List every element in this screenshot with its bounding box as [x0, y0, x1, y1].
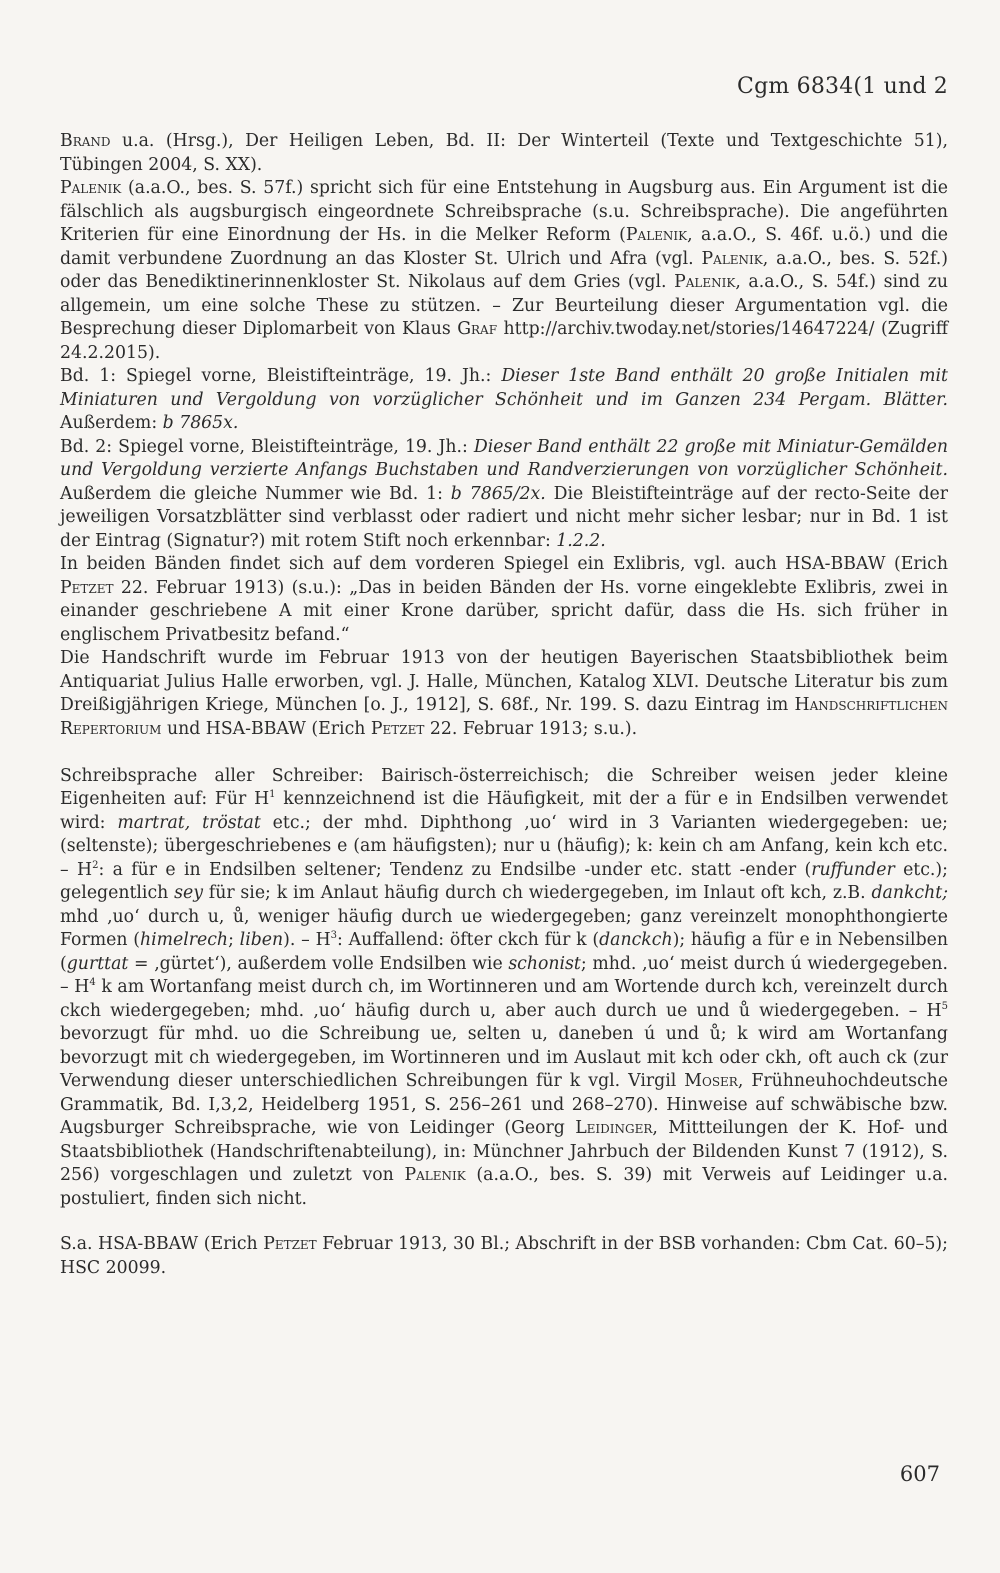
text-run: Die Bleistifteinträge auf der recto-Seite der jeweiligen Vorsatzblätter sind verblasst oder radiert und nicht mehr sicher lesbar; nur in Bd. 1 ist der Eintrag (Signatur?) mit rotem Stift noch erkennbar:	[60, 483, 948, 551]
author-name: Palenik	[674, 272, 736, 292]
text-run: , Mittteilungen der K. Hof- und Staatsbibliothek (Handschriftenabteilung), in: Münchner Jahrbuch der Bildenden Kunst 7 (1912), S. 256) vorgeschlagen und zuletzt von	[60, 1118, 948, 1185]
author-name: Graf	[457, 319, 498, 339]
text-run: 22. Februar 1913) (s.u.): „Das in beiden Bänden der Hs. vorne eingeklebte Exlibris, zwei in einander geschriebene A mit einer Krone darüber, spricht dafür, dass die Hs. sich früher in englischem Privatbesitz befand.“	[60, 577, 948, 645]
author-name: Brand	[60, 131, 111, 151]
quoted-text: sey	[174, 883, 203, 903]
scribe-hand-number: 5	[941, 1000, 948, 1012]
author-name: Handschriftlichen Repertorium	[60, 695, 948, 739]
text-run: , Frühneuhochdeutsche Grammatik, Bd. I,3,2, Heidelberg 1951, S. 256–261 und 268–270). Hinweise auf schwäbische bzw. Augsburger Schreibsprache, wie von Leidinger (Georg	[60, 1071, 948, 1138]
paragraph-exlibris	[60, 553, 948, 647]
quoted-text: dankcht;	[871, 883, 949, 903]
paragraph-brand-reference	[60, 130, 948, 177]
page-number: 607	[899, 1462, 940, 1486]
running-title: Cgm 6834(1 und 2	[737, 74, 948, 99]
scribe-hand-number: 4	[89, 977, 96, 989]
text-run: ;	[228, 930, 240, 950]
catalog-entry-body	[60, 130, 948, 1280]
text-run: kennzeichnend ist die Häufigkeit, mit der a für e in Endsilben verwendet wird:	[60, 789, 948, 833]
quoted-text: Dieser Band enthält 22 große mit Miniatur-Gemälden und Vergoldung verzierte Anfangs Buchstaben und Randverzierungen von vorzüglicher Schönheit.	[60, 436, 948, 480]
quoted-text: Dieser 1ste Band enthält 20 große Initialen mit Miniaturen und Vergoldung von vorzüglicher Schönheit und im Ganzen 234 Pergam. Blätter.	[60, 366, 948, 410]
quoted-text: b 7865/2x.	[450, 483, 546, 504]
quoted-text: himelrech	[139, 930, 229, 950]
quoted-text: ruffunder	[811, 859, 895, 880]
paragraph-palenik-argument	[60, 177, 948, 365]
text-run: ; mhd. ‚uo‘ meist durch ú wiedergegeben. – H	[60, 953, 948, 997]
quoted-text: schonist	[508, 953, 581, 974]
text-run: etc.; der mhd. Diphthong ‚uo‘ wird in 3 Varianten wiedergegeben: ue; (seltenste); übergeschriebenes e (am häufigsten); nur u (häufig); k: kein ch am Anfang, kein kch etc. – H	[60, 812, 948, 880]
quoted-text: danckch	[599, 930, 673, 950]
paragraph-volume-1-notes	[60, 365, 948, 436]
author-name: Moser	[684, 1071, 738, 1091]
scribe-hand-number: 3	[330, 930, 338, 942]
text-run: Außerdem die gleiche Nummer wie Bd. 1:	[60, 483, 451, 504]
author-name: Petzet	[263, 1234, 317, 1254]
text-run: etc.); gelegentlich	[60, 859, 948, 903]
author-name: Palenik	[60, 178, 122, 198]
text-run: und HSA-BBAW (Erich	[161, 718, 371, 739]
text-run: Februar 1913, 30 Bl.; Abschrift in der BSB vorhanden: Cbm Cat. 60–5); HSC 20099.	[60, 1234, 948, 1278]
author-name: Petzet	[370, 718, 425, 739]
paragraph-acquisition	[60, 647, 948, 741]
author-name: Palenik	[701, 248, 763, 269]
author-name: Palenik	[625, 225, 688, 245]
text-run: : Auffallend: öfter ckch für k (	[337, 930, 600, 950]
text-run: Bd. 2: Spiegel vorne, Bleistifteinträge, 19. Jh.:	[60, 436, 474, 457]
text-run: (a.a.O., bes. S. 57f.) spricht sich für eine Entstehung in Augsburg aus. Ein Argument ist die fälschlich als augsburgisch eingeordnete Schreibsprache (s.u. Schreibsprache). Die angeführten Kriterien für eine Einordnung der Hs. in die Melker Reform (	[60, 178, 948, 245]
text-run: In beiden Bänden findet sich auf dem vorderen Spiegel ein Exlibris, vgl. auch HSA-BBAW (Erich	[60, 554, 948, 574]
text-run: , a.a.O., S. 54f.) sind zu allgemein, um eine solche These zu stützen. – Zur Beurteilung dieser Argumentation vgl. die Besprechung dieser Diplomarbeit von Klaus	[60, 272, 948, 339]
quoted-text: martrat, tröstat	[117, 812, 261, 833]
section-spacer	[60, 1211, 948, 1233]
text-run: Die Handschrift wurde im Februar 1913 von der heutigen Bayerischen Staatsbibliothek beim Antiquariat Julius Halle erworben, vgl. J. Halle, München, Katalog XLVI. Deutsche Literatur bis zum Dreißigjährigen Kriege, München [o. J., 1912], S. 68f., Nr. 199. S. dazu Eintrag im	[60, 648, 948, 715]
text-run: S.a. HSA-BBAW (Erich	[60, 1234, 264, 1254]
quoted-text: gurttat	[66, 953, 129, 974]
quoted-text: b 7865x.	[162, 413, 239, 433]
paragraph-see-also	[60, 1233, 948, 1280]
text-run: Schreibsprache aller Schreiber: Bairisch-österreichisch; die Schreiber weisen jeder kleine Eigenheiten auf: Für H	[60, 765, 948, 809]
text-run: u.a. (Hrsg.), Der Heiligen Leben, Bd. II: Der Winterteil (Texte und Textgeschichte 51), Tübingen 2004, S. XX).	[60, 131, 948, 175]
text-run: = ‚gürtet‘), außerdem volle Endsilben wie	[128, 953, 509, 974]
scribe-hand-number: 2	[92, 859, 99, 871]
author-name: Palenik	[404, 1165, 466, 1185]
text-run: mhd ‚uo‘ durch u, ů, weniger häufig durch ue wiedergegeben; ganz vereinzelt monophthongierte Formen (	[60, 906, 948, 950]
text-run: http://archiv.twoday.net/stories/14647224/ (Zugriff 24.2.2015).	[60, 319, 948, 363]
text-run: für sie; k im Anlaut häufig durch ch wiedergegeben, im Inlaut oft kch, z.B.	[202, 883, 872, 903]
text-run: Bd. 1: Spiegel vorne, Bleistifteinträge, 19. Jh.:	[60, 366, 502, 386]
text-run: : a für e in Endsilben seltener; Tendenz zu Endsilbe -under etc. statt -ender (	[98, 859, 812, 880]
text-run: , a.a.O., bes. S. 52f.) oder das Benediktinerinnenkloster St. Nikolaus auf dem Gries (vgl.	[60, 248, 948, 292]
author-name: Leidinger	[575, 1118, 653, 1138]
scribe-hand-number: 1	[269, 789, 276, 801]
text-run: ); häufig a für e in Nebensilben (	[60, 930, 948, 974]
text-run: 22. Februar 1913; s.u.).	[424, 718, 638, 739]
text-run: bevorzugt für mhd. uo die Schreibung ue, selten u, daneben ú und ů; k wird am Wortanfang bevorzugt mit ch wiedergegeben, im Wortinneren und im Auslaut mit kch oder ckh, oft auch ck (zur Verwendung dieser unterschiedlichen Schreibungen für k vgl. Virgil	[60, 1024, 948, 1091]
quoted-text: 1.2.2.	[556, 530, 606, 551]
author-name: Petzet	[60, 577, 114, 598]
section-spacer	[60, 741, 948, 765]
paragraph-scribal-language	[60, 765, 948, 1212]
text-run: Außerdem:	[60, 413, 163, 433]
text-run: k am Wortanfang meist durch ch, im Wortinneren und am Wortende durch kch, vereinzelt durch ckch wiedergegeben; mhd. ‚uo‘ häufig durch u, aber auch durch ue und ů wiedergegeben. – H	[60, 977, 948, 1021]
quoted-text: liben	[239, 930, 284, 950]
text-run: ). – H	[283, 930, 331, 950]
text-run: , a.a.O., S. 46f. u.ö.) und die damit verbundene Zuordnung an das Kloster St. Ulrich und Afra (vgl.	[60, 225, 948, 269]
text-run: (a.a.O., bes. S. 39) mit Verweis auf Leidinger u.a. postuliert, finden sich nicht.	[60, 1165, 949, 1209]
paragraph-volume-2-notes	[60, 436, 948, 554]
